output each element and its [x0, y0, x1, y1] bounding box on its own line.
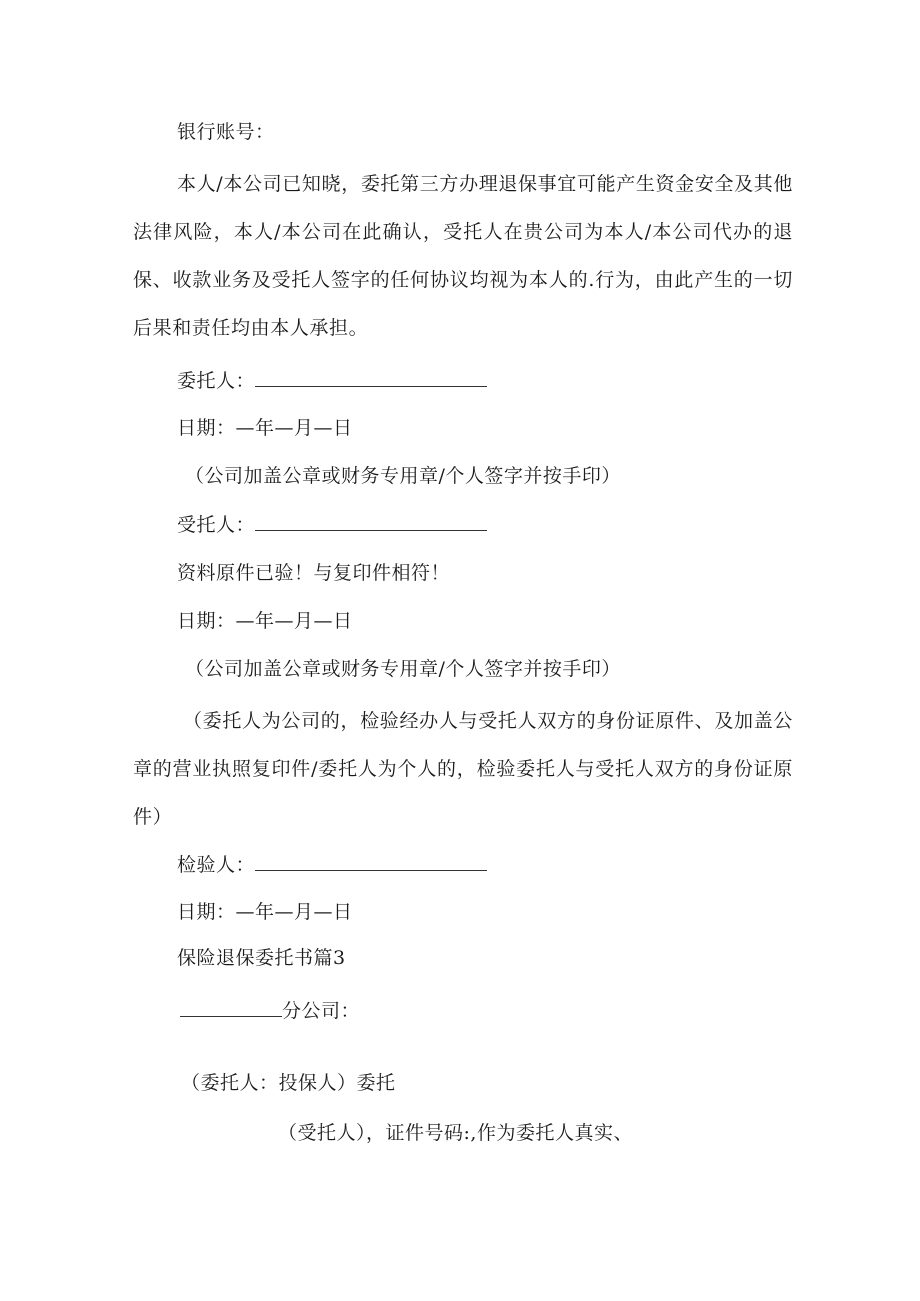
seal-note-1: （公司加盖公章或财务专用章/个人签字并按手印） — [185, 465, 621, 487]
inspector-signature-line — [177, 852, 487, 877]
date-line-3: 日期：—年—月—日 — [177, 901, 353, 923]
inspector-blank — [255, 852, 487, 871]
branch-line — [180, 998, 360, 1023]
bank-account-label: 银行账号： — [177, 121, 275, 143]
principal-signature-line — [177, 368, 487, 393]
branch-suffix: 分公司： — [282, 1000, 361, 1022]
principal-label: 委托人： — [177, 370, 256, 392]
principal-blank — [255, 368, 487, 387]
agent-blank — [255, 512, 487, 531]
date-line-1: 日期：—年—月—日 — [177, 417, 353, 439]
date-line-2: 日期：—年—月—日 — [177, 610, 353, 632]
agent-label: 受托人： — [177, 514, 256, 536]
branch-blank — [180, 998, 282, 1017]
risk-statement-paragraph: 本人/本公司已知晓，委托第三方办理退保事宜可能产生资金安全及其他法律风险，本人/本公司在此确认，受托人在贵公司为本人/本公司代办的退保、收款业务及受托人签字的任何协议均视为本人的.行为，由此产生的一切后果和责任均由本人承担。 — [133, 173, 793, 339]
agent-signature-line — [177, 512, 487, 537]
inspector-label: 检验人： — [177, 854, 256, 876]
agent-id-line: （受托人），证件号码:,作为委托人真实、 — [278, 1122, 633, 1144]
section-title: 保险退保委托书篇3 — [177, 947, 346, 969]
entrust-line: （委托人：投保人）委托 — [181, 1072, 396, 1094]
verified-note: 资料原件已验！与复印件相符！ — [177, 562, 451, 584]
seal-note-2: （公司加盖公章或财务专用章/个人签字并按手印） — [185, 658, 621, 680]
verification-note-paragraph: （委托人为公司的，检验经办人与受托人双方的身份证原件、及加盖公章的营业执照复印件/委托人为个人的，检验委托人与受托人双方的身份证原件） — [133, 710, 793, 828]
